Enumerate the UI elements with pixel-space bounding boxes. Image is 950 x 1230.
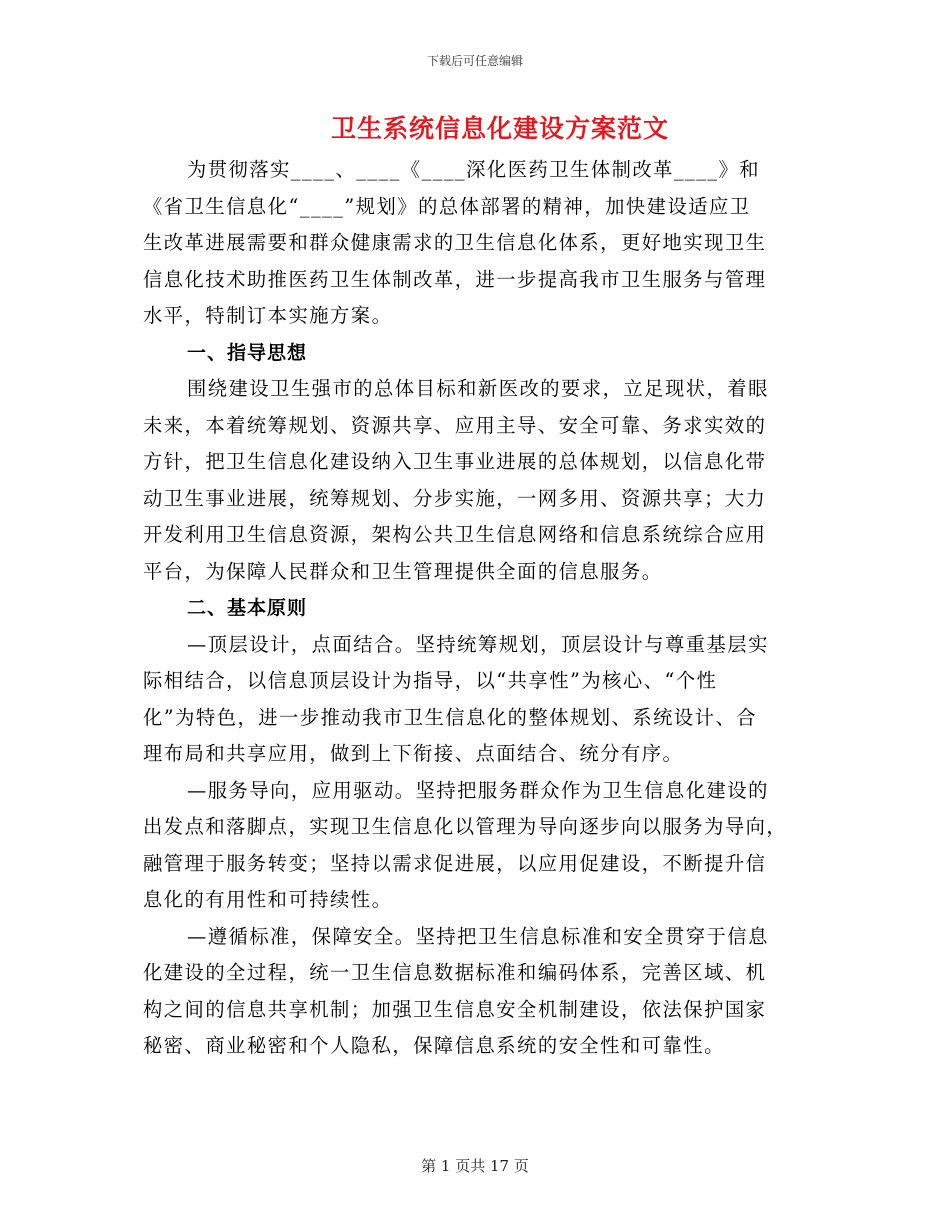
intro-line-1: 为贯彻落实____、____《____深化医药卫生体制改革____》和 xyxy=(187,158,761,181)
principle1-line-1: —顶层设计，点面结合。坚持统筹规划，顶层设计与尊重基层实 xyxy=(187,632,769,656)
principle-paragraph-2 xyxy=(143,773,799,919)
intro-line-2: 《省卫生信息化“____”规划》的总体部署的精神，加快建设适应卫 xyxy=(143,194,751,218)
principle-paragraph-1 xyxy=(143,627,799,773)
section1-line-3: 方针，把卫生信息化建设纳入卫生事业进展的总体规划，以信息化带 xyxy=(143,450,767,473)
section1-line-4: 动卫生事业进展，统筹规划、分步实施，一网多用、资源共享；大力 xyxy=(143,486,767,510)
principle1-line-2: 际相结合，以信息顶层设计为指导，以“共享性”为核心、“个性 xyxy=(143,669,718,692)
section1-line-6: 平台，为保障人民群众和卫生管理提供全面的信息服务。 xyxy=(143,559,663,583)
section1-line-5: 开发利用卫生信息资源，架构公共卫生信息网络和信息系统综合应用 xyxy=(143,523,767,546)
section-heading-basic-principles: 二、基本原则 xyxy=(187,597,308,619)
section1-paragraph xyxy=(143,371,799,590)
principle2-line-4: 息化的有用性和可持续性。 xyxy=(143,888,393,911)
intro-line-3: 生改革进展需要和群众健康需求的卫生信息化体系，更好地实现卫生 xyxy=(143,231,767,254)
page-header: 下载后可任意编辑 xyxy=(426,54,523,68)
intro-paragraph xyxy=(143,152,799,335)
principle3-line-3: 构之间的信息共享机制；加强卫生信息安全机制建设，依法保护国家 xyxy=(143,997,767,1021)
section1-line-1: 围绕建设卫生强市的总体目标和新医改的要求，立足现状，着眼 xyxy=(187,377,769,400)
document-title: 卫生系统信息化建设方案范文 xyxy=(330,114,669,143)
principle2-line-2: 出发点和落脚点，实现卫生信息化以管理为导向逐步向以服务为导向， xyxy=(143,815,788,838)
page-footer: 第 1 页共 17 页 xyxy=(421,1157,529,1175)
principle2-line-1: —服务导向，应用驱动。坚持把服务群众作为卫生信息化建设的 xyxy=(187,778,769,802)
document-body xyxy=(143,152,799,1065)
principle-paragraph-3 xyxy=(143,919,799,1065)
section-heading-guiding-ideology: 一、指导思想 xyxy=(187,341,308,364)
principle1-line-3: 化”为特色，进一步推动我市卫生信息化的整体规划、系统设计、合 xyxy=(143,705,758,729)
principle2-line-3: 融管理于服务转变；坚持以需求促进展，以应用促建设，不断提升信 xyxy=(143,851,767,875)
principle3-line-4: 秘密、商业秘密和个人隐私，保障信息系统的安全性和可靠性。 xyxy=(143,1034,725,1057)
principle1-line-4: 理布局和共享应用，做到上下衔接、点面结合、统分有序。 xyxy=(143,742,684,765)
principle3-line-2: 化建设的全过程，统一卫生信息数据标准和编码体系，完善区域、机 xyxy=(143,961,767,984)
intro-line-4: 信息化技术助推医药卫生体制改革，进一步提高我市卫生服务与管理 xyxy=(143,267,767,291)
intro-line-5: 水平，特制订本实施方案。 xyxy=(143,304,393,327)
principle3-line-1: —遵循标准，保障安全。坚持把卫生信息标准和安全贯穿于信息 xyxy=(187,924,769,948)
section1-line-2: 未来，本着统筹规划、资源共享、应用主导、安全可靠、务求实效的 xyxy=(143,413,767,437)
